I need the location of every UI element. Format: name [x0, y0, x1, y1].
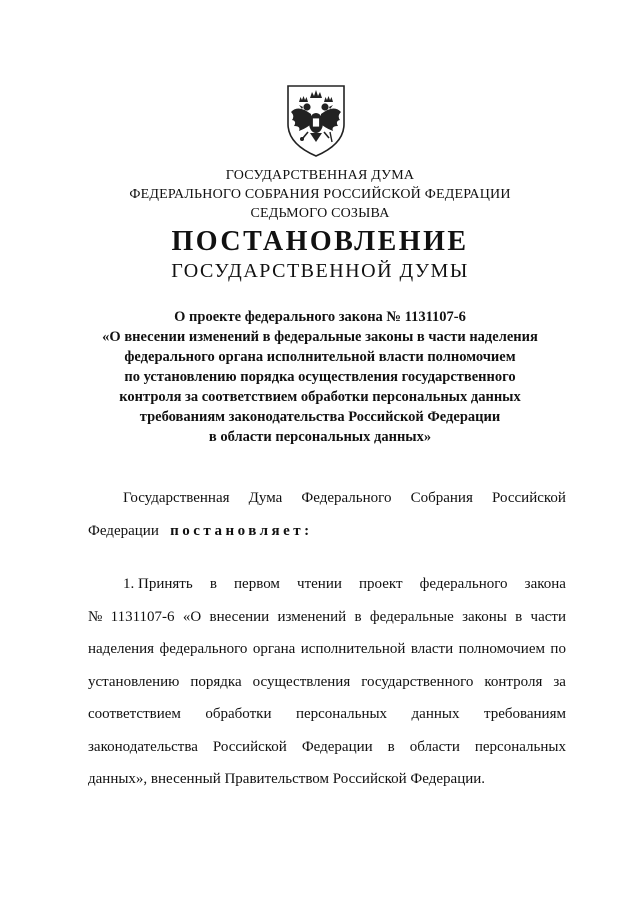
word: 1131107-6 [110, 608, 175, 625]
subject-line: по установлению порядка осуществления государственного [124, 369, 516, 385]
word: Федерального [301, 490, 392, 506]
item-1-last-line: данных», внесенный Правительством Российской Федерации. [88, 771, 486, 787]
item-1-line [88, 670, 566, 703]
word: государственного [361, 673, 474, 690]
org-line: СЕДЬМОГО СОЗЫВА [250, 206, 390, 221]
word: первом [234, 576, 280, 592]
word: в [387, 738, 395, 755]
word: Государственная [123, 490, 230, 506]
word: части [530, 608, 566, 625]
word: федеральные [369, 608, 454, 625]
word: установлению [88, 673, 180, 690]
org-line: ГОСУДАРСТВЕННАЯ ДУМА [225, 168, 415, 183]
decree-verb: постановляет: [170, 522, 313, 539]
word: наделения [88, 641, 155, 657]
word: Российской [492, 490, 566, 506]
word: законодательства [88, 738, 198, 755]
word: проект [359, 576, 403, 592]
word: федерального [159, 641, 248, 657]
word: федерального [419, 576, 508, 592]
word: «О [182, 608, 202, 625]
subject-line: «О внесении изменений в федеральные законы в части наделения [102, 329, 538, 345]
word: осуществления [252, 673, 351, 690]
preamble-line-2 [88, 519, 566, 552]
word: персональных [295, 706, 388, 722]
word: за [553, 673, 566, 690]
organization-header [0, 166, 640, 223]
word: внесении [209, 608, 270, 625]
item-1-line [88, 637, 566, 670]
word: 1. Принять [123, 576, 193, 592]
subject-line: федерального органа исполнительной власти полномочием [124, 349, 516, 365]
word: обработки [205, 706, 272, 722]
word: Собрания [410, 490, 473, 506]
word: в [354, 608, 362, 625]
word: Федерации [301, 738, 373, 755]
item-1-line [88, 572, 566, 605]
preamble-paragraph [88, 486, 566, 551]
word: законы [462, 608, 507, 625]
word: контроля [484, 673, 543, 690]
word: персональных [474, 738, 566, 755]
word: исполнительной [300, 641, 406, 657]
decree-title: ПОСТАНОВЛЕНИЕ [171, 226, 469, 257]
subject-line: требованиям законодательства Российской Федерации [139, 409, 501, 425]
word: в [515, 608, 523, 625]
word: изменений [277, 608, 347, 625]
word: области [409, 738, 460, 755]
decree-subject [0, 307, 640, 447]
word: полномочием [458, 641, 545, 657]
preamble-line-1 [88, 486, 566, 519]
word: чтении [297, 576, 342, 592]
subject-line: в области персональных данных» [208, 429, 432, 445]
subject-line: контроля за соответствием обработки персональных данных [119, 389, 521, 405]
word: данных [411, 706, 460, 722]
word: по [550, 641, 566, 657]
preamble-start: Федерации [88, 522, 159, 539]
word: Российской [212, 738, 287, 755]
item-1-line [88, 702, 566, 735]
decree-subtitle: ГОСУДАРСТВЕННОЙ ДУМЫ [171, 260, 469, 282]
word: соответствием [88, 706, 181, 722]
word: власти [410, 641, 454, 657]
subject-line: О проекте федерального закона № 1131107-6 [174, 309, 466, 325]
word: требованиям [483, 706, 566, 722]
coat-of-arms-icon [283, 80, 349, 160]
org-line: ФЕДЕРАЛЬНОГО СОБРАНИЯ РОССИЙСКОЙ ФЕДЕРАЦИИ [129, 187, 511, 202]
word: № [88, 608, 103, 625]
item-1-paragraph [88, 572, 566, 800]
word: органа [252, 641, 296, 657]
word: в [209, 576, 217, 592]
word: порядка [190, 673, 242, 690]
item-1-line [88, 735, 566, 768]
word: закона [524, 576, 566, 592]
item-1-line [88, 605, 566, 638]
word: Дума [248, 490, 283, 506]
